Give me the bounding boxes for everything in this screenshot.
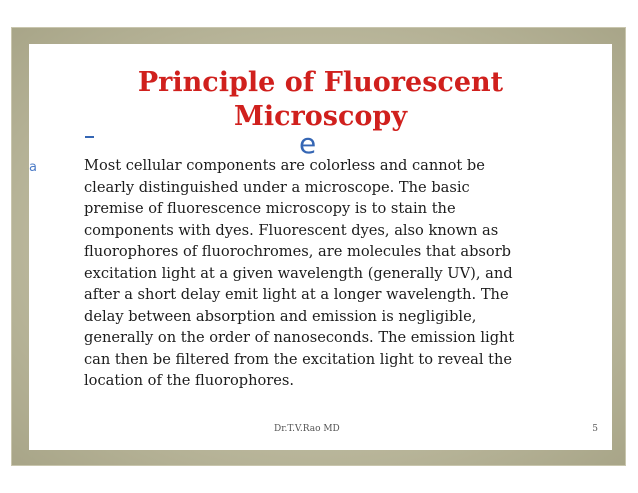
slide-title xyxy=(29,66,612,134)
title-line-2: Microscopy xyxy=(233,101,408,132)
body-line: premise of fluorescence microscopy is to stain the xyxy=(84,200,456,217)
bullet-marker: a xyxy=(29,160,37,175)
body-line: location of the fluorophores. xyxy=(84,372,294,389)
body-line: Most cellular components are colorless and cannot be xyxy=(84,157,485,174)
slide-content xyxy=(29,44,612,450)
body-line: fluorophores of fluorochromes, are molecules that absorb xyxy=(84,243,512,260)
body-line: after a short delay emit light at a longer wavelength. The xyxy=(84,286,509,303)
body-line: can then be filtered from the excitation light to reveal the xyxy=(84,350,513,368)
decorative-dash xyxy=(85,136,94,138)
body-line: generally on the order of nanoseconds. The emission light xyxy=(84,329,515,346)
body-line: delay between absorption and emission is negligible, xyxy=(84,307,477,325)
page-number: 5 xyxy=(592,424,598,434)
footer-author: Dr.T.V.Rao MD xyxy=(274,424,340,434)
stray-glyph: e xyxy=(299,127,317,160)
body-paragraph xyxy=(84,155,604,392)
body-line: components with dyes. Fluorescent dyes, also known as xyxy=(84,221,499,239)
body-line: excitation light at a given wavelength (generally UV), and xyxy=(84,264,513,282)
title-line-1: Principle of Fluorescent xyxy=(137,67,504,98)
body-line: clearly distinguished under a microscope. The basic xyxy=(84,178,470,196)
